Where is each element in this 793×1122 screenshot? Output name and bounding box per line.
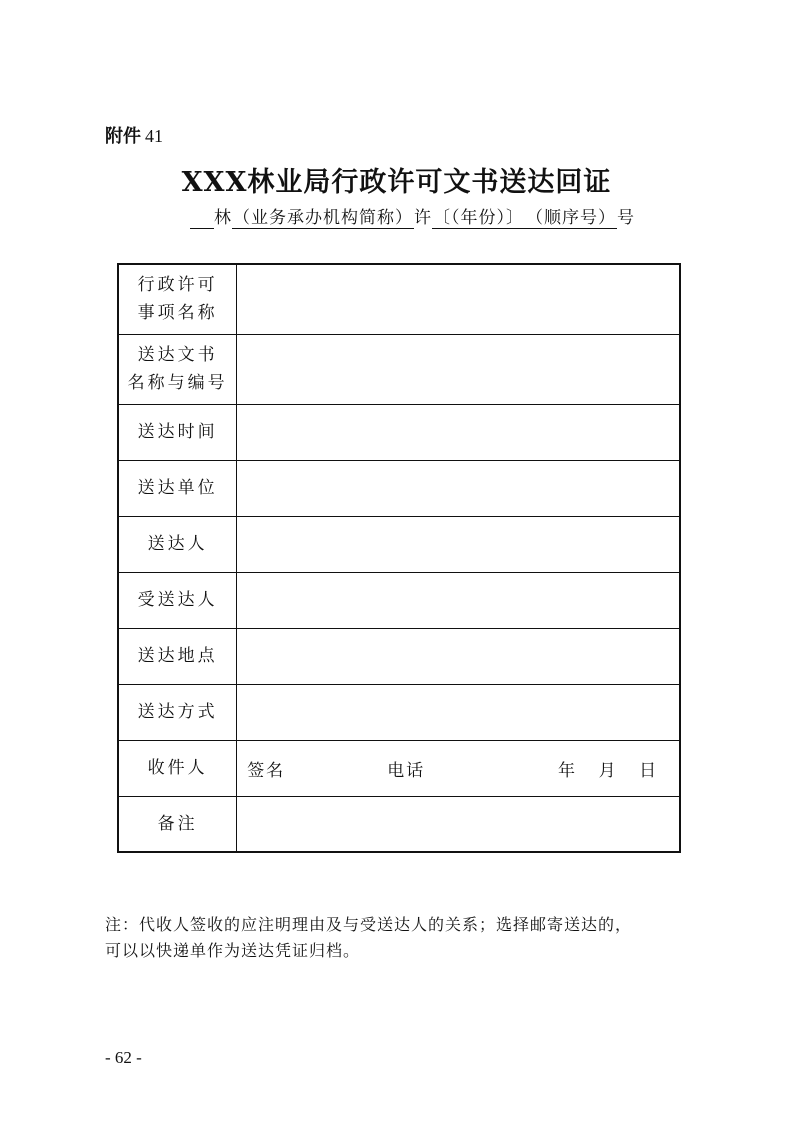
- docno-year: 〔（年份）〕: [433, 208, 524, 228]
- table-row: [118, 684, 680, 740]
- field-remarks[interactable]: [237, 796, 680, 852]
- table-row: [118, 264, 680, 334]
- attachment-text: 附件: [105, 126, 141, 147]
- row-label: 收件人: [118, 740, 237, 796]
- field-delivery-place[interactable]: [237, 628, 680, 684]
- table-row: [118, 460, 680, 516]
- row-label: 送达方式: [118, 684, 237, 740]
- docno-mid: 许: [414, 208, 432, 228]
- label-line: 事项名称: [137, 303, 218, 324]
- attachment-label: [105, 122, 163, 148]
- field-document-name[interactable]: [237, 334, 680, 404]
- row-label: [118, 334, 237, 404]
- docno-suffix: 号: [617, 208, 635, 228]
- blank-underline: [190, 210, 214, 229]
- table-row: [118, 572, 680, 628]
- row-label: 送达地点: [118, 628, 237, 684]
- document-title: XXX林业局行政许可文书送达回证: [181, 167, 612, 198]
- day-label: 日: [639, 760, 659, 781]
- month-label: 月: [598, 760, 618, 781]
- date-field[interactable]: [517, 756, 679, 781]
- row-label: 受送达人: [118, 572, 237, 628]
- signature-field[interactable]: 签名: [247, 760, 286, 781]
- footnote-line: 注：代收人签收的应注明理由及与受送达人的关系；选择邮寄送达的，: [105, 915, 633, 934]
- row-label: 送达时间: [118, 404, 237, 460]
- table-row: [118, 404, 680, 460]
- docno-seq: （顺序号）: [526, 208, 616, 228]
- table-row: [118, 796, 680, 852]
- docno-prefix: 林: [214, 208, 232, 228]
- row-label: 备注: [118, 796, 237, 852]
- label-line: 送达文书: [137, 345, 218, 365]
- document-number-line: [190, 203, 635, 229]
- table-row: [118, 740, 680, 796]
- row-label: 送达人: [118, 516, 237, 572]
- table-row: [118, 334, 680, 404]
- table-row: [118, 516, 680, 572]
- label-line: 名称与编号: [127, 373, 228, 393]
- attachment-number: 41: [145, 126, 163, 146]
- field-deliverer[interactable]: [237, 516, 680, 572]
- receiver-sign-cell: [237, 740, 680, 796]
- field-delivery-unit[interactable]: [237, 460, 680, 516]
- docno-agency: （业务承办机构简称）: [233, 208, 413, 228]
- year-label: 年: [557, 760, 577, 781]
- delivery-receipt-table: [117, 263, 681, 853]
- field-delivery-method[interactable]: [237, 684, 680, 740]
- label-line: 行政许可: [137, 275, 218, 296]
- field-delivery-time[interactable]: [237, 404, 680, 460]
- phone-field[interactable]: 电话: [387, 760, 426, 781]
- table-row: [118, 628, 680, 684]
- field-recipient[interactable]: [237, 572, 680, 628]
- row-label: 送达单位: [118, 460, 237, 516]
- page-number: - 62 -: [105, 1048, 142, 1067]
- footnote: [105, 912, 705, 964]
- row-label: [118, 264, 237, 334]
- field-item-name[interactable]: [237, 264, 680, 334]
- footnote-line: 可以以快递单作为送达凭证归档。: [105, 941, 361, 960]
